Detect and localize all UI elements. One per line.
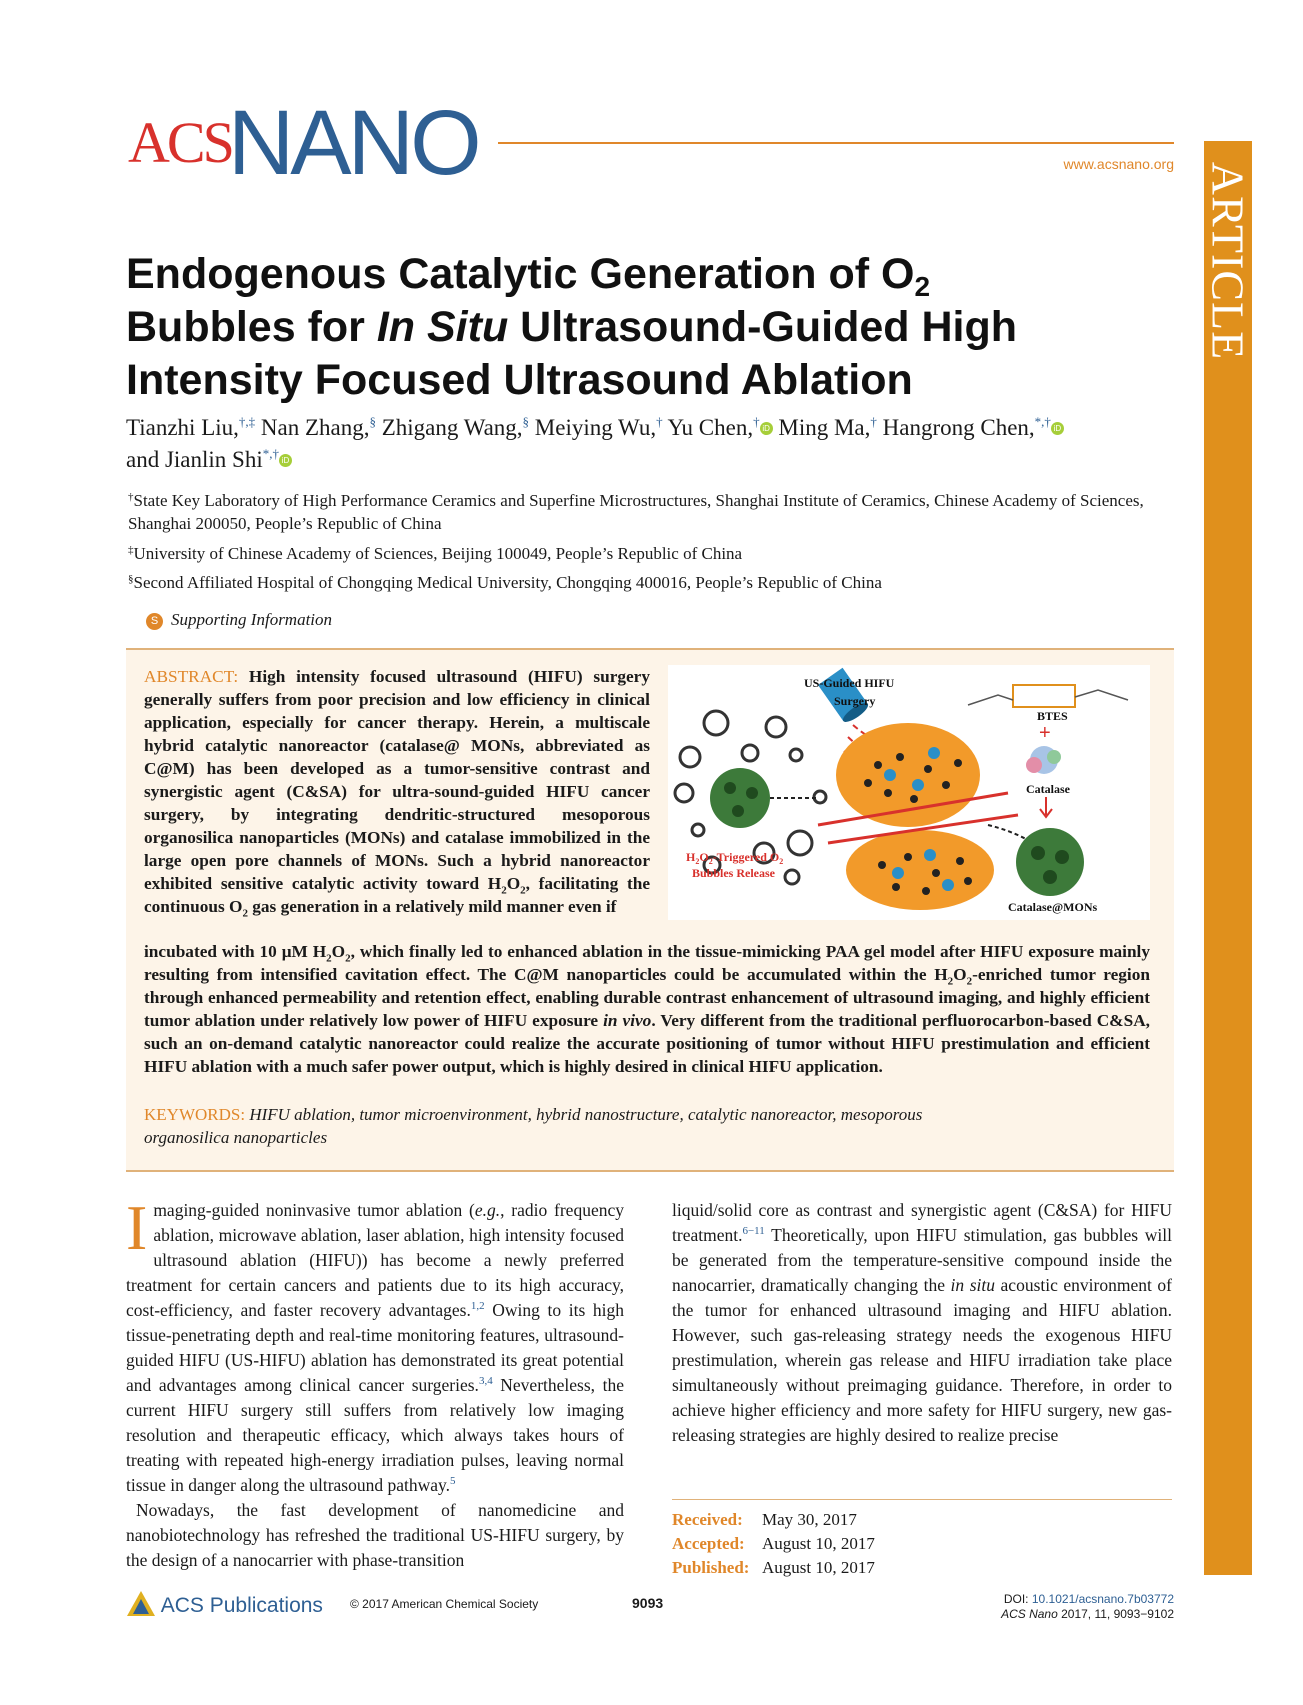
header-rule <box>498 142 1174 144</box>
acs-logo-icon <box>126 1590 156 1618</box>
keywords: KEYWORDS: HIFU ablation, tumor microenvironment, hybrid nanostructure, catalytic nanoreactor, mesoporous organosilica nanoparticles <box>144 1105 923 1147</box>
author[interactable]: Hangrong Chen,*,† iD <box>883 415 1064 440</box>
catalase-protein <box>1026 746 1061 774</box>
arrow-down-icon <box>1040 797 1052 817</box>
toc-label-btes: BTES <box>1037 709 1068 723</box>
abstract-text-top: ABSTRACT: High intensity focused ultrasound (HIFU) surgery generally suffers from poor precision and low efficiency in clinical application, especially for cancer therapy. Herein, a multiscale hybrid catalytic nanoreactor (catalase@ MONs, abbreviated as C@M) has been developed as a tumor-sensitive contrast and synergistic agent (C&SA) for ultra-sound-guided HIFU cancer surgery, by integrating dendritic-structured mesoporous organosilica nanoparticles (MONs) and catalase immobilized in the large open pore channels of MONs. Such a hybrid nanoreactor exhibited sensitive catalytic activity toward $H_2O_2$, facilitating the continuous $O_2$ gas generation in a relatively mild manner even if <box>144 667 650 920</box>
author[interactable]: Zhigang Wang,§ <box>381 414 530 440</box>
date-published: Published: August 10, 2017 <box>672 1558 875 1577</box>
orcid-icon[interactable]: iD <box>760 422 773 435</box>
date-received: Received: May 30, 2017 <box>672 1510 857 1529</box>
article-dates <box>672 1499 1172 1580</box>
date-accepted: Accepted: August 10, 2017 <box>672 1534 875 1553</box>
plus-icon: + <box>1039 722 1051 744</box>
doi-citation: DOI: 10.1021/acsnano.7b03772 ACS Nano 2017, 11, 9093−9102 <box>1001 1592 1174 1621</box>
author[interactable]: Meiying Wu,† <box>534 414 663 440</box>
body-column-right: liquid/solid core as contrast and synergistic agent (C&SA) for HIFU treatment.$^{6-11}$ Theoretically, upon HIFU stimulation, gas bubbles will be generated from the temperature-sensitive compound inside the nanocarrier, dramatically changing the in situ acoustic environment of the tumor for enhanced ultrasound imaging and HIFU ablation. However, such gas-releasing strategy needs the exogenous HIFU prestimulation, wherein gas release and HIFU irradiation take place simultaneously without preimaging guidance. Therefore, in order to achieve higher efficiency and more safety for HIFU surgery, new gas-releasing strategies are highly desired to realize precise <box>672 1200 1172 1445</box>
supporting-info-icon: S <box>146 613 163 630</box>
body-column-left: Imaging-guided noninvasive tumor ablation (e.g., radio frequency ablation, microwave ablation, laser ablation, high intensity focused ultrasound ablation (HIFU)) has become a newly preferred treatment for certain cancers and patients due to its high accuracy, cost-efficiency, and faster recovery advantages.$^{1,2}$ Owing to its high tissue-penetrating depth and real-time monitoring features, ultrasound-guided HIFU (US-HIFU) ablation has demonstrated its great potential and advantages among clinical cancer surgeries.$^{3,4}$ Nevertheless, the current HIFU surgery still suffers from relatively low imaging resolution and therapeutic efficacy, which always takes hours of treating with repeated high-energy irradiation pulses, leaving normal tissue in danger along the ultrasound pathway.$^5$ Nowadays, the fast development of nanomedicine and nanobiotechnology has refreshed the traditional US-HIFU surgery, by the design of a nanocarrier with phase-transition <box>126 1192 624 1570</box>
sidebar-label: ARTICLE <box>1202 161 1254 361</box>
catalase-mons-sphere <box>1016 828 1084 896</box>
journal-url[interactable]: www.acsnano.org <box>1063 156 1174 172</box>
nanoreactor-sphere <box>710 768 770 828</box>
keywords-label: KEYWORDS: <box>144 1105 246 1124</box>
toc-graphic <box>668 665 1150 920</box>
toc-label-release2: Bubbles Release <box>692 866 776 880</box>
author[interactable]: Ming Ma,† <box>778 414 877 440</box>
abstract-label: ABSTRACT: <box>144 667 239 686</box>
drop-cap: I <box>126 1192 148 1263</box>
article-title: Endogenous Catalytic Generation of $O_2$ Bubbles for In Situ Ultrasound-Guided High Intensity Focused Ultrasound Ablation <box>126 250 1018 404</box>
acs-publications-logo[interactable]: ACS Publications <box>126 1590 323 1618</box>
logo-nano: NANO <box>227 92 478 194</box>
supporting-information-link[interactable]: S Supporting Information <box>146 610 332 630</box>
affiliation: §Second Affiliated Hospital of Chongqing Medical University, Chongqing 400016, People’s Republic of China <box>128 573 882 592</box>
author[interactable]: Yu Chen,† iD <box>668 415 773 440</box>
toc-label-product: Catalase@MONs <box>1008 900 1098 914</box>
journal-logo <box>128 92 478 194</box>
author[interactable]: Tianzhi Liu,†,‡ <box>126 414 256 440</box>
affiliation: ‡University of Chinese Academy of Sciences, Beijing 100049, People’s Republic of China <box>128 544 743 563</box>
author-list <box>126 412 1186 476</box>
orcid-icon[interactable]: iD <box>1051 422 1064 435</box>
toc-label-surgery: Surgery <box>834 694 876 708</box>
toc-illustration <box>668 665 1150 920</box>
author[interactable]: and Jianlin Shi*,† iD <box>126 447 292 472</box>
author[interactable]: Nan Zhang,§ <box>260 414 376 440</box>
logo-acs: ACS <box>128 110 232 175</box>
toc-label-release: $H_2O_2$-Triggered $O_2$ <box>686 850 784 866</box>
tumor-bottom <box>846 830 994 910</box>
page-number: 9093 <box>632 1595 664 1611</box>
toc-label-hifu: US-Guided HIFU <box>804 676 895 690</box>
affiliation: †State Key Laboratory of High Performance Ceramics and Superfine Microstructures, Shanghai Institute of Ceramics, Chinese Academy of Sciences, Shanghai 200050, People’s Republic of China <box>128 491 1144 533</box>
orcid-icon[interactable]: iD <box>279 454 292 467</box>
copyright: © 2017 American Chemical Society <box>350 1597 539 1611</box>
doi-link[interactable]: 10.1021/acsnano.7b03772 <box>1031 1592 1174 1606</box>
toc-label-catalase: Catalase <box>1026 782 1070 796</box>
tumor-top <box>836 723 980 827</box>
abstract-text-bottom: incubated with 10 μM $H_2O_2$, which finally led to enhanced ablation in the tissue-mimicking PAA gel model after HIFU exposure mainly resulting from intensified cavitation effect. The C@M nanoparticles could be accumulated within the $H_2O_2$-enriched tumor region through enhanced permeability and retention effect, enabling durable contrast enhancement of ultrasound imaging, and highly efficient tumor ablation under relatively low power of HIFU exposure in vivo. Very different from the traditional perfluorocarbon-based C&SA, such an on-demand catalytic nanoreactor could realize the accurate positioning of tumor without HIFU prestimulation and efficient HIFU ablation with a much safer power output, which is highly desired in clinical HIFU application. <box>144 942 1150 1076</box>
